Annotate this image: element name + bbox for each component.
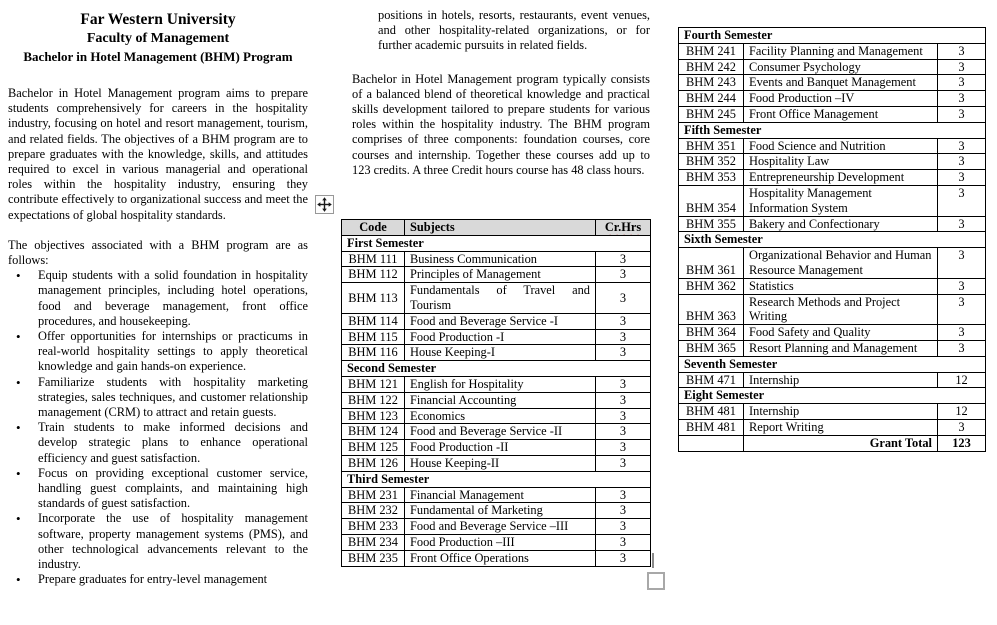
table-header-row <box>342 220 651 236</box>
course-code: BHM 112 <box>342 267 405 283</box>
course-code: BHM 365 <box>679 340 744 356</box>
course-credit-hours: 3 <box>596 376 651 392</box>
course-table-semesters-1-3 <box>341 219 651 567</box>
course-subject: Food Production -II <box>405 440 596 456</box>
course-code: BHM 242 <box>679 59 744 75</box>
objective-item: • Incorporate the use of hospitality management software, property management systems (PMS), and other technological advancements relevant to the industry. <box>38 511 308 572</box>
course-code: BHM 353 <box>679 170 744 186</box>
course-row <box>679 404 986 420</box>
course-code: BHM 243 <box>679 75 744 91</box>
program-title: Bachelor in Hotel Management (BHM) Program <box>23 49 293 64</box>
course-row <box>679 106 986 122</box>
table-move-handle[interactable] <box>315 195 334 214</box>
course-subject: Report Writing <box>744 419 938 435</box>
course-row <box>679 278 986 294</box>
course-subject: Events and Banquet Management <box>744 75 938 91</box>
course-credit-hours: 3 <box>938 419 986 435</box>
semester-title: Eight Semester <box>679 388 986 404</box>
course-row <box>342 455 651 471</box>
course-code: BHM 481 <box>679 404 744 420</box>
course-subject: Internship <box>744 372 938 388</box>
semester-header-row <box>679 122 986 138</box>
program-structure-paragraph: Bachelor in Hotel Management program typically consists of a balanced blend of theoretical knowledge and practical skills development tailored to prepare students for various roles within the hospitality industry. The BHM program comprises of three components: foundation courses, core courses and internship. Together these courses add up to 123 credits. A three Credit hours course has 48 class hours. <box>352 71 650 177</box>
course-row <box>342 313 651 329</box>
course-code: BHM 231 <box>342 487 405 503</box>
course-credit-hours: 3 <box>938 170 986 186</box>
course-code: BHM 354 <box>679 185 744 216</box>
course-subject: Consumer Psychology <box>744 59 938 75</box>
objectives-lead-paragraph: The objectives associated with a BHM program are as follows: <box>8 237 308 268</box>
objectives-list <box>8 268 308 587</box>
course-code: BHM 362 <box>679 278 744 294</box>
faculty-title: Faculty of Management <box>86 31 230 46</box>
course-row <box>679 154 986 170</box>
course-credit-hours: 3 <box>596 424 651 440</box>
grand-total-row <box>679 435 986 451</box>
semester-title: Third Semester <box>342 471 651 487</box>
course-row <box>679 91 986 107</box>
course-credit-hours: 3 <box>938 138 986 154</box>
course-subject: Bakery and Confectionary <box>744 216 938 232</box>
course-row <box>679 216 986 232</box>
semester-header-row <box>679 232 986 248</box>
semester-title: First Semester <box>342 235 651 251</box>
course-credit-hours: 3 <box>938 278 986 294</box>
course-code: BHM 241 <box>679 43 744 59</box>
objective-item: • Offer opportunities for internships or practicums in real-world hospitality settings to apply theoretical knowledge and gain hands-on experience. <box>38 329 308 375</box>
course-subject: Front Office Operations <box>405 550 596 566</box>
course-code: BHM 364 <box>679 325 744 341</box>
bullet-continuation-paragraph: positions in hotels, resorts, restaurants, event venues, and other hospitality-related organizations, or for further academic pursuits in related fields. <box>378 8 650 53</box>
course-code: BHM 124 <box>342 424 405 440</box>
course-row <box>342 283 651 314</box>
course-subject: Hospitality Management Information System <box>744 185 938 216</box>
course-code: BHM 361 <box>679 248 744 279</box>
course-subject: Food and Beverage Service -I <box>405 313 596 329</box>
course-code: BHM 115 <box>342 329 405 345</box>
course-credit-hours: 3 <box>596 392 651 408</box>
course-subject: Food Production –III <box>405 534 596 550</box>
course-subject: Food Safety and Quality <box>744 325 938 341</box>
course-credit-hours: 3 <box>938 216 986 232</box>
course-code: BHM 351 <box>679 138 744 154</box>
course-credit-hours: 3 <box>938 294 986 325</box>
course-subject: Food Production -I <box>405 329 596 345</box>
objective-item: • Focus on providing exceptional customer service, handling guest complaints, and maintaining high standards of guest satisfaction. <box>38 466 308 512</box>
course-code: BHM 244 <box>679 91 744 107</box>
course-code: BHM 126 <box>342 455 405 471</box>
course-code: BHM 233 <box>342 519 405 535</box>
course-row <box>342 345 651 361</box>
course-subject: Fundamental of Marketing <box>405 503 596 519</box>
course-row <box>342 487 651 503</box>
course-subject: Business Communication <box>405 251 596 267</box>
course-credit-hours: 3 <box>938 91 986 107</box>
course-subject: Entrepreneurship Development <box>744 170 938 186</box>
semester-title: Second Semester <box>342 361 651 377</box>
course-row <box>342 376 651 392</box>
semester-header-row <box>342 361 651 377</box>
semester-header-row <box>679 28 986 44</box>
course-row <box>679 43 986 59</box>
course-subject: Statistics <box>744 278 938 294</box>
course-code: BHM 245 <box>679 106 744 122</box>
course-credit-hours: 3 <box>938 59 986 75</box>
course-row <box>342 440 651 456</box>
course-credit-hours: 3 <box>596 251 651 267</box>
course-subject: Financial Management <box>405 487 596 503</box>
course-row <box>679 248 986 279</box>
course-subject: Organizational Behavior and Human Resource Management <box>744 248 938 279</box>
course-credit-hours: 3 <box>596 313 651 329</box>
course-credit-hours: 3 <box>596 519 651 535</box>
course-row <box>342 392 651 408</box>
course-row <box>342 550 651 566</box>
course-credit-hours: 12 <box>938 404 986 420</box>
intro-paragraph: Bachelor in Hotel Management program aims to prepare students comprehensively for careers in the hospitality industry, focusing on hotel and resort management, tourism, and related fields. The objectives of a BHM program are to prepare graduates with the knowledge, skills, and attitudes required to excel in various managerial and operational roles within the hospitality industry, ensuring they contribute effectively to organizational success and meet the expectations of global hospitality standards. <box>8 86 308 222</box>
course-row <box>679 170 986 186</box>
course-subject: Internship <box>744 404 938 420</box>
objective-item: • Train students to make informed decisions and develop strategic plans to enhance operational efficiency and guest satisfaction. <box>38 420 308 466</box>
course-row <box>679 340 986 356</box>
course-code: BHM 125 <box>342 440 405 456</box>
course-row <box>342 251 651 267</box>
course-table-semesters-4-8 <box>678 27 986 452</box>
course-credit-hours: 3 <box>938 43 986 59</box>
course-code: BHM 121 <box>342 376 405 392</box>
objective-item: • Equip students with a solid foundation in hospitality management principles, including hotel operations, food and beverage management, front office procedures, and housekeeping. <box>38 268 308 329</box>
course-row <box>679 294 986 325</box>
course-code: BHM 114 <box>342 313 405 329</box>
course-code: BHM 481 <box>679 419 744 435</box>
course-row <box>342 408 651 424</box>
objective-item: • Familiarize students with hospitality marketing strategies, sales techniques, and customer relationship management (CRM) to attract and retain guests. <box>38 375 308 421</box>
course-credit-hours: 3 <box>938 106 986 122</box>
left-column <box>8 9 308 625</box>
course-code: BHM 352 <box>679 154 744 170</box>
semester-header-row <box>679 388 986 404</box>
grand-total-label: Grant Total <box>744 435 938 451</box>
course-code: BHM 111 <box>342 251 405 267</box>
course-row <box>342 503 651 519</box>
course-row <box>679 75 986 91</box>
course-credit-hours: 12 <box>938 372 986 388</box>
course-subject: Fundamentals of Travel and Tourism <box>405 283 596 314</box>
course-subject: House Keeping-II <box>405 455 596 471</box>
course-code: BHM 116 <box>342 345 405 361</box>
course-subject: Resort Planning and Management <box>744 340 938 356</box>
course-row <box>679 138 986 154</box>
course-credit-hours: 3 <box>596 534 651 550</box>
course-subject: Economics <box>405 408 596 424</box>
course-subject: Principles of Management <box>405 267 596 283</box>
semester-title: Sixth Semester <box>679 232 986 248</box>
course-credit-hours: 3 <box>596 345 651 361</box>
move-arrows-icon <box>317 197 332 212</box>
course-row <box>679 325 986 341</box>
course-credit-hours: 3 <box>938 325 986 341</box>
course-code: BHM 122 <box>342 392 405 408</box>
course-row <box>342 534 651 550</box>
course-subject: Food Production –IV <box>744 91 938 107</box>
course-credit-hours: 3 <box>938 340 986 356</box>
course-credit-hours: 3 <box>596 550 651 566</box>
course-subject: House Keeping-I <box>405 345 596 361</box>
course-credit-hours: 3 <box>596 283 651 314</box>
course-row <box>679 59 986 75</box>
course-credit-hours: 3 <box>596 487 651 503</box>
objective-item: • Prepare graduates for entry-level management <box>38 572 308 587</box>
course-subject: Food Science and Nutrition <box>744 138 938 154</box>
course-credit-hours: 3 <box>596 503 651 519</box>
column-header: Cr.Hrs <box>596 220 651 236</box>
course-subject: Hospitality Law <box>744 154 938 170</box>
course-code: BHM 232 <box>342 503 405 519</box>
course-credit-hours: 3 <box>938 75 986 91</box>
course-code: BHM 363 <box>679 294 744 325</box>
course-code: BHM 123 <box>342 408 405 424</box>
text-cursor <box>652 553 654 568</box>
semester-title: Fifth Semester <box>679 122 986 138</box>
course-code: BHM 235 <box>342 550 405 566</box>
course-row <box>342 267 651 283</box>
course-subject: Food and Beverage Service -II <box>405 424 596 440</box>
course-code: BHM 355 <box>679 216 744 232</box>
semester-header-row <box>342 235 651 251</box>
course-row <box>679 372 986 388</box>
grand-total-value: 123 <box>938 435 986 451</box>
course-credit-hours: 3 <box>596 440 651 456</box>
course-subject: Research Methods and Project Writing <box>744 294 938 325</box>
course-subject: Financial Accounting <box>405 392 596 408</box>
course-row <box>342 424 651 440</box>
column-header: Subjects <box>405 220 596 236</box>
course-credit-hours: 3 <box>596 329 651 345</box>
semester-title: Fourth Semester <box>679 28 986 44</box>
course-subject: English for Hospitality <box>405 376 596 392</box>
semester-header-row <box>342 471 651 487</box>
course-code: BHM 471 <box>679 372 744 388</box>
empty-cell <box>679 435 744 451</box>
course-subject: Facility Planning and Management <box>744 43 938 59</box>
course-row <box>679 419 986 435</box>
course-code: BHM 234 <box>342 534 405 550</box>
course-subject: Food and Beverage Service –III <box>405 519 596 535</box>
column-header: Code <box>342 220 405 236</box>
table-resize-handle[interactable] <box>647 572 665 590</box>
university-title: Far Western University <box>80 11 236 28</box>
course-subject: Front Office Management <box>744 106 938 122</box>
semester-header-row <box>679 356 986 372</box>
course-credit-hours: 3 <box>938 154 986 170</box>
course-code: BHM 113 <box>342 283 405 314</box>
course-credit-hours: 3 <box>938 185 986 216</box>
course-credit-hours: 3 <box>596 455 651 471</box>
course-credit-hours: 3 <box>596 408 651 424</box>
course-credit-hours: 3 <box>596 267 651 283</box>
middle-column <box>352 8 650 178</box>
course-row <box>342 519 651 535</box>
semester-title: Seventh Semester <box>679 356 986 372</box>
course-credit-hours: 3 <box>938 248 986 279</box>
course-row <box>342 329 651 345</box>
course-row <box>679 185 986 216</box>
